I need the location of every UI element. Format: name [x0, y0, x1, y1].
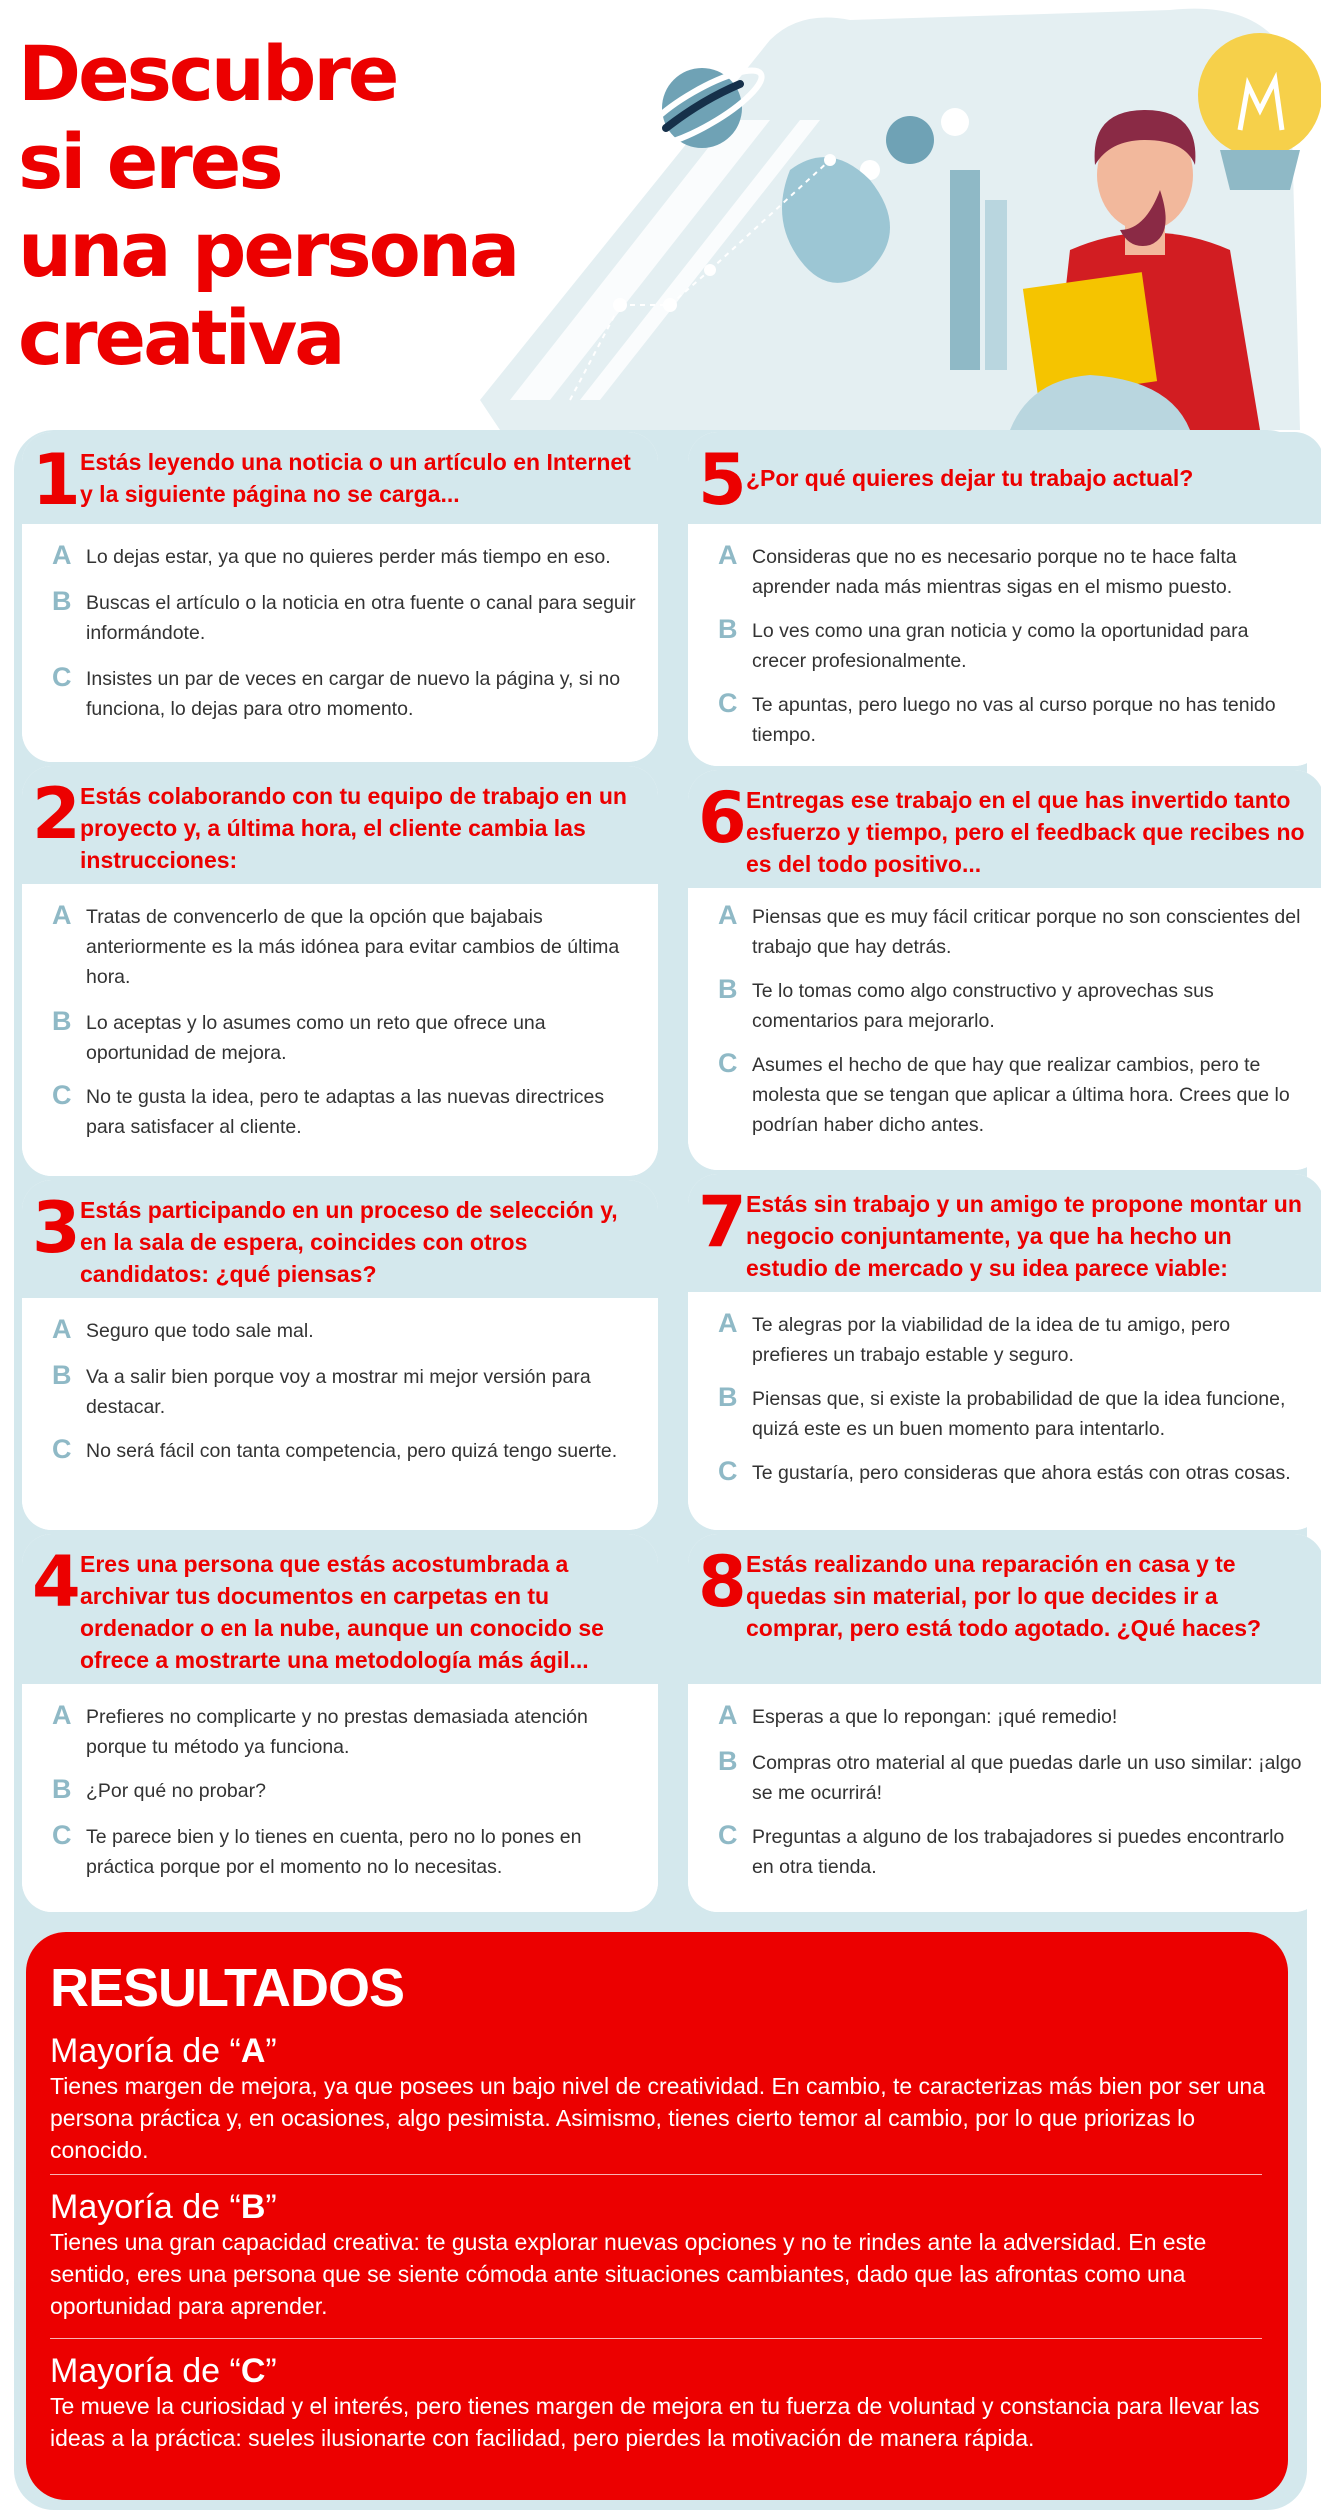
question-number: 4: [32, 1541, 81, 1623]
small-planet-icon: [886, 116, 934, 164]
option-b[interactable]: [718, 1748, 1304, 1808]
option-letter: B: [718, 974, 738, 1004]
question-options: [22, 884, 658, 1176]
option-text: Asumes el hecho de que hay que realizar cambios, pero te molesta que se tengan que aplicar a última hora. Crees que lo podrían haber dicho antes.: [752, 1054, 1290, 1136]
option-letter: B: [718, 1382, 738, 1412]
option-text: Te lo tomas como algo constructivo y aprovechas sus comentarios para mejorarlo.: [752, 980, 1214, 1032]
option-letter: B: [718, 1746, 738, 1776]
option-letter: A: [52, 540, 72, 570]
option-text: No te gusta la idea, pero te adaptas a las nuevas directrices para satisfacer al cliente.: [86, 1086, 605, 1138]
result-a: [50, 2032, 1266, 2166]
question-number: 1: [32, 439, 81, 521]
option-b[interactable]: [52, 588, 638, 648]
option-letter: B: [52, 586, 72, 616]
option-text: Va a salir bien porque voy a mostrar mi mejor versión para destacar.: [86, 1366, 591, 1418]
option-text: Lo ves como una gran noticia y como la oportunidad para crecer profesionalmente.: [752, 620, 1249, 672]
option-letter: C: [52, 1820, 72, 1850]
option-letter: A: [52, 1700, 72, 1730]
option-a[interactable]: [52, 1316, 638, 1346]
option-text: Tratas de convencerlo de que la opción que bajabais anteriormente es la más idónea para evitar cambios de última hora.: [86, 906, 620, 988]
option-text: Piensas que es muy fácil criticar porque no son conscientes del trabajo que hay detrás.: [752, 906, 1301, 958]
building-shape: [985, 200, 1007, 370]
result-text: Te mueve la curiosidad y el interés, pero tienes margen de mejora en tu fuerza de voluntad y constancia para llevar las ideas a la práctica: sueles ilusionarte con facilidad, pero pierdes la motivación de manera rápida.: [50, 2393, 1260, 2451]
option-a[interactable]: [52, 902, 638, 992]
option-letter: B: [52, 1006, 72, 1036]
option-text: Te alegras por la viabilidad de la idea de tu amigo, pero prefieres un trabajo estable y seguro.: [752, 1314, 1231, 1366]
result-heading: Mayoría de “A”: [50, 2032, 277, 2070]
question-header: [688, 770, 1321, 888]
question-header: [22, 432, 658, 524]
question-options: [688, 1684, 1321, 1912]
option-c[interactable]: [52, 1822, 638, 1882]
option-b[interactable]: [52, 1362, 638, 1422]
question-header: [688, 432, 1321, 524]
option-b[interactable]: [718, 616, 1304, 676]
result-text: Tienes una gran capacidad creativa: te gusta explorar nuevas opciones y no te rindes ante la adversidad. En este sentido, eres una persona que se siente cómoda ante situaciones cambiantes, dado que las afrontas como una oportunidad para aprender.: [50, 2229, 1207, 2319]
question-header: [22, 1534, 658, 1684]
option-text: Seguro que todo sale mal.: [86, 1320, 314, 1342]
divider: [50, 2174, 1262, 2175]
option-text: Esperas a que lo repongan: ¡qué remedio!: [752, 1706, 1118, 1728]
option-letter: A: [718, 540, 738, 570]
question-header: [688, 1174, 1321, 1292]
results-title: RESULTADOS: [50, 1958, 404, 2018]
question-options: [22, 1684, 658, 1912]
question-options: [688, 888, 1321, 1170]
question-card-2: [22, 766, 658, 1176]
question-card-4: [22, 1534, 658, 1912]
option-letter: A: [52, 900, 72, 930]
question-number: 5: [698, 439, 747, 521]
option-text: Lo dejas estar, ya que no quieres perder más tiempo en eso.: [86, 546, 611, 568]
question-card-3: [22, 1180, 658, 1530]
question-card-1: [22, 432, 658, 762]
question-card-6: [688, 770, 1321, 1170]
question-number: 8: [698, 1541, 747, 1623]
option-c[interactable]: [718, 1822, 1304, 1882]
result-heading: Mayoría de “C”: [50, 2352, 277, 2390]
question-card-7: [688, 1174, 1321, 1530]
option-letter: C: [718, 1048, 738, 1078]
option-c[interactable]: [718, 690, 1304, 750]
result-c: [50, 2352, 1266, 2454]
creative-person-illustration: [470, 0, 1321, 430]
question-card-8: [688, 1534, 1321, 1912]
option-b[interactable]: [718, 976, 1304, 1036]
question-number: 2: [32, 773, 81, 855]
option-a[interactable]: [52, 1702, 638, 1762]
question-text: ¿Por qué quieres dejar tu trabajo actual?: [746, 465, 1194, 491]
question-text: Estás realizando una reparación en casa y te quedas sin material, por lo que decides ir a comprar, pero está todo agotado. ¿Qué haces?: [746, 1551, 1262, 1641]
option-text: Prefieres no complicarte y no prestas demasiada atención porque tu método ya funciona.: [86, 1706, 588, 1758]
question-text: Estás colaborando con tu equipo de trabajo en un proyecto y, a última hora, el cliente cambia las instrucciones:: [80, 783, 627, 873]
option-text: Te apuntas, pero luego no vas al curso porque no has tenido tiempo.: [752, 694, 1276, 746]
option-b[interactable]: [718, 1384, 1304, 1444]
option-letter: A: [718, 1700, 738, 1730]
header: [0, 0, 1321, 430]
option-text: Lo aceptas y lo asumes como un reto que ofrece una oportunidad de mejora.: [86, 1012, 546, 1064]
option-letter: C: [718, 1820, 738, 1850]
option-letter: C: [52, 662, 72, 692]
option-text: Preguntas a alguno de los trabajadores si puedes encontrarlo en otra tienda.: [752, 1826, 1285, 1878]
result-text: Tienes margen de mejora, ya que posees un bajo nivel de creatividad. En cambio, te caracterizas más bien por ser una persona práctica y, en ocasiones, algo pesimista. Asimismo, tienes cierto temor al cambio, por lo que priorizas lo conocido.: [50, 2073, 1265, 2163]
question-options: [688, 524, 1321, 766]
question-options: [22, 1298, 658, 1530]
option-a[interactable]: [718, 1702, 1304, 1732]
option-letter: B: [718, 614, 738, 644]
option-a[interactable]: [718, 542, 1304, 602]
option-c[interactable]: [52, 1436, 638, 1466]
option-text: ¿Por qué no probar?: [86, 1780, 266, 1802]
bubble-icon: [941, 108, 969, 136]
option-c[interactable]: [718, 1050, 1304, 1140]
question-text: Estás leyendo una noticia o un artículo en Internet y la siguiente página no se carga...: [80, 449, 631, 507]
result-heading: Mayoría de “B”: [50, 2188, 277, 2226]
question-text: Eres una persona que estás acostumbrada a archivar tus documentos en carpetas en tu ordenador o en la nube, aunque un conocido se ofrece a mostrarte una metodología más ágil...: [80, 1551, 604, 1673]
question-header: [22, 766, 658, 884]
option-letter: B: [52, 1360, 72, 1390]
option-letter: C: [718, 1456, 738, 1486]
question-card-5: [688, 432, 1321, 766]
option-text: No será fácil con tanta competencia, pero quizá tengo suerte.: [86, 1440, 618, 1462]
option-a[interactable]: [718, 1310, 1304, 1370]
option-text: Compras otro material al que puedas darle un uso similar: ¡algo se me ocurrirá!: [752, 1752, 1302, 1804]
option-letter: B: [52, 1774, 72, 1804]
option-text: Consideras que no es necesario porque no te hace falta aprender nada más mientras sigas en el mismo puesto.: [752, 546, 1237, 598]
option-letter: A: [718, 1308, 738, 1338]
question-number: 6: [698, 777, 747, 859]
question-header: [688, 1534, 1321, 1684]
option-a[interactable]: [52, 542, 638, 572]
option-text: Te gustaría, pero consideras que ahora estás con otras cosas.: [752, 1462, 1291, 1484]
results-box: [26, 1932, 1288, 2500]
divider: [50, 2338, 1262, 2339]
option-a[interactable]: [718, 902, 1304, 962]
question-number: 3: [32, 1187, 81, 1269]
option-b[interactable]: [52, 1776, 638, 1806]
option-text: Te parece bien y lo tienes en cuenta, pero no lo pones en práctica porque por el momento no lo necesitas.: [86, 1826, 582, 1878]
option-letter: A: [52, 1314, 72, 1344]
option-letter: C: [718, 688, 738, 718]
question-header: [22, 1180, 658, 1298]
question-text: Estás participando en un proceso de selección y, en la sala de espera, coincides con otros candidatos: ¿qué piensas?: [80, 1197, 618, 1287]
option-letter: C: [52, 1080, 72, 1110]
option-c[interactable]: [52, 1082, 638, 1142]
question-options: [688, 1292, 1321, 1530]
question-text: Entregas ese trabajo en el que has invertido tanto esfuerzo y tiempo, pero el feedback que recibes no es del todo positivo...: [746, 787, 1305, 877]
page-title: Descubre si eres una persona creativa: [18, 29, 518, 382]
option-c[interactable]: [718, 1458, 1304, 1488]
question-number: 7: [698, 1181, 747, 1263]
option-b[interactable]: [52, 1008, 638, 1068]
option-c[interactable]: [52, 664, 638, 724]
option-text: Piensas que, si existe la probabilidad de que la idea funcione, quizá este es un buen momento para intentarlo.: [752, 1388, 1286, 1440]
option-letter: C: [52, 1434, 72, 1464]
result-b: [50, 2188, 1266, 2322]
option-text: Insistes un par de veces en cargar de nuevo la página y, si no funciona, lo dejas para otro momento.: [86, 668, 621, 720]
building-shape: [950, 170, 980, 370]
option-text: Buscas el artículo o la noticia en otra fuente o canal para seguir informándote.: [86, 592, 636, 644]
question-options: [22, 524, 658, 762]
question-text: Estás sin trabajo y un amigo te propone montar un negocio conjuntamente, ya que ha hecho un estudio de mercado y su idea parece viable:: [746, 1191, 1302, 1281]
option-letter: A: [718, 900, 738, 930]
